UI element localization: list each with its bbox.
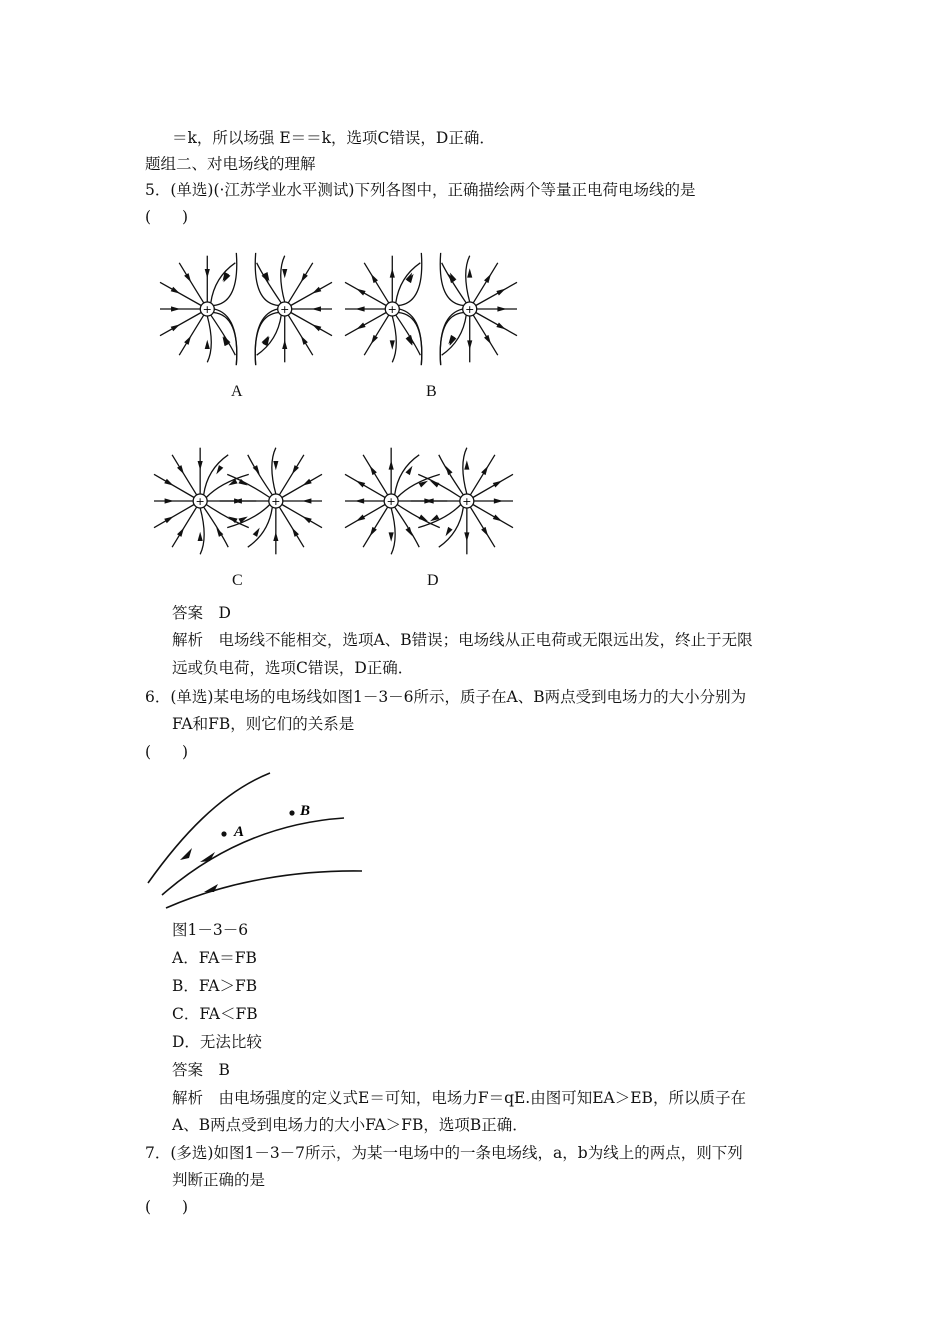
field-arrow bbox=[171, 324, 180, 331]
field-line bbox=[179, 315, 204, 355]
field-line bbox=[154, 505, 194, 528]
charge-sign: + bbox=[202, 303, 212, 316]
option-a: A．FA＝FB bbox=[172, 949, 257, 967]
field-arrow bbox=[371, 274, 378, 283]
field-line bbox=[397, 505, 440, 528]
field-arrow bbox=[177, 465, 184, 474]
field-arrow bbox=[165, 498, 174, 503]
field-line bbox=[442, 263, 467, 303]
field-arrow bbox=[493, 514, 502, 521]
diagram-b bbox=[343, 248, 519, 370]
point-b-label: B bbox=[300, 803, 311, 819]
diagram-d-label: D bbox=[427, 572, 439, 589]
field-line bbox=[473, 263, 498, 303]
charge-sign: + bbox=[271, 495, 281, 508]
field-arrow bbox=[302, 498, 311, 503]
field-line bbox=[397, 474, 440, 497]
field-line bbox=[364, 315, 389, 355]
field-arrow bbox=[370, 466, 377, 475]
field-line bbox=[418, 474, 461, 497]
field-line bbox=[288, 315, 313, 355]
field-arrow bbox=[301, 336, 308, 345]
field-arrow bbox=[356, 514, 365, 521]
figure-6-caption: 图1－3－6 bbox=[172, 921, 249, 939]
field-arrow bbox=[302, 516, 311, 523]
field-line bbox=[395, 507, 420, 547]
field-arrow bbox=[494, 498, 503, 503]
figure-6 bbox=[140, 768, 370, 918]
field-line bbox=[211, 315, 236, 355]
field-arrow bbox=[464, 460, 469, 469]
field-line bbox=[396, 263, 421, 303]
field-arrow bbox=[370, 527, 377, 536]
field-line bbox=[227, 505, 270, 528]
field-arrow bbox=[389, 460, 394, 469]
diagram-a-label: A bbox=[231, 383, 243, 400]
question-7-a: 7．(多选)如图1－3－7所示，为某一电场中的一条电场线，a，b为线上的两点，则下列 bbox=[145, 1144, 743, 1162]
section-heading: 题组二、对电场线的理解 bbox=[145, 155, 316, 173]
field-arrow bbox=[282, 269, 287, 278]
field-arrow bbox=[164, 479, 173, 486]
field-line bbox=[257, 315, 282, 355]
field-line bbox=[470, 507, 495, 547]
field-line bbox=[272, 448, 276, 494]
field-arrow bbox=[481, 527, 488, 536]
point-a-label: A bbox=[234, 824, 245, 840]
diagram-c-label: C bbox=[232, 572, 243, 589]
question-7-b: 判断正确的是 bbox=[172, 1171, 266, 1189]
question-7-paren: ( ) bbox=[145, 1198, 189, 1216]
field-line bbox=[418, 505, 461, 528]
field-line bbox=[476, 313, 517, 336]
field-arrow bbox=[312, 306, 321, 311]
field-arrow bbox=[184, 336, 191, 345]
field-arrow bbox=[356, 289, 365, 296]
field-line bbox=[396, 315, 421, 355]
question-5: 5．(单选)(·江苏学业水平测试)下列各图中，正确描绘两个等量正电荷电场线的是 bbox=[145, 181, 696, 199]
field-arrow bbox=[356, 323, 365, 330]
field-line bbox=[345, 505, 385, 528]
field-line bbox=[160, 282, 201, 305]
field-line bbox=[291, 282, 332, 305]
field-arrow bbox=[312, 324, 321, 331]
field-arrow bbox=[356, 481, 365, 488]
charge-sign: + bbox=[387, 303, 397, 316]
field-line bbox=[470, 455, 495, 495]
field-line bbox=[364, 263, 389, 303]
field-arrow bbox=[371, 335, 378, 344]
field-arrow bbox=[198, 461, 203, 470]
field-line bbox=[291, 313, 332, 336]
field-line bbox=[288, 263, 313, 303]
field-arrow bbox=[390, 340, 395, 349]
diagram-c bbox=[152, 440, 324, 562]
field-line bbox=[363, 507, 388, 547]
field-line bbox=[473, 474, 513, 497]
diagram-a bbox=[158, 248, 334, 370]
field-arrow bbox=[484, 274, 491, 283]
field-line bbox=[473, 315, 498, 355]
field-line bbox=[248, 455, 273, 495]
field-line bbox=[466, 256, 470, 302]
field-line bbox=[172, 507, 197, 547]
explanation-5-a: 解析 电场线不能相交，选项A、B错误；电场线从正电荷或无限远出发，终止于无限 bbox=[172, 631, 753, 649]
field-arrow bbox=[273, 461, 278, 470]
field-arrow bbox=[355, 498, 364, 503]
field-arrow bbox=[234, 498, 243, 503]
charge-sign: + bbox=[462, 495, 472, 508]
field-arrow bbox=[292, 465, 299, 474]
field-line bbox=[439, 455, 464, 495]
field-line bbox=[179, 263, 204, 303]
field-line bbox=[200, 508, 204, 554]
field-line bbox=[172, 455, 197, 495]
field-arrow bbox=[496, 289, 505, 296]
field-line bbox=[204, 507, 229, 547]
field-arrow bbox=[467, 268, 472, 277]
field-arrow bbox=[481, 466, 488, 475]
field-arrow bbox=[484, 335, 491, 344]
field-arrow bbox=[164, 516, 173, 523]
diagram-b-label: B bbox=[426, 383, 437, 400]
field-line bbox=[154, 474, 194, 497]
question-5-paren: ( ) bbox=[145, 208, 189, 226]
field-arrow bbox=[216, 465, 223, 474]
field-arrow bbox=[184, 273, 191, 282]
field-line bbox=[463, 448, 467, 494]
field-arrow bbox=[205, 340, 210, 349]
field-line bbox=[476, 282, 517, 305]
field-arrow bbox=[312, 287, 321, 294]
field-line bbox=[363, 455, 388, 495]
charge-sign: + bbox=[195, 495, 205, 508]
option-c: C．FA＜FB bbox=[172, 1005, 258, 1023]
field-line bbox=[279, 455, 304, 495]
field-arrow bbox=[198, 532, 203, 541]
field-line bbox=[227, 474, 270, 497]
field-arrow bbox=[390, 268, 395, 277]
field-arrow bbox=[171, 306, 180, 311]
question-6-paren: ( ) bbox=[145, 743, 189, 761]
text-line-1: ＝k，所以场强 E＝＝k，选项C错误，D正确． bbox=[172, 129, 495, 147]
field-arrow bbox=[355, 306, 364, 311]
field-arrow bbox=[405, 527, 412, 536]
field-arrow bbox=[205, 269, 210, 278]
field-line bbox=[282, 505, 322, 528]
field-arrow bbox=[446, 466, 453, 475]
field-line bbox=[257, 263, 282, 303]
field-arrow bbox=[493, 481, 502, 488]
option-b: B．FA＞FB bbox=[172, 977, 258, 995]
field-line bbox=[211, 263, 236, 303]
field-line bbox=[160, 313, 201, 336]
field-arrow bbox=[273, 532, 278, 541]
field-line bbox=[473, 505, 513, 528]
field-arrow bbox=[464, 532, 469, 541]
field-arrow bbox=[177, 528, 184, 537]
answer-5: 答案 D bbox=[172, 604, 231, 622]
field-line bbox=[282, 474, 322, 497]
field-line bbox=[206, 505, 249, 528]
field-line bbox=[391, 508, 395, 554]
field-line bbox=[279, 507, 304, 547]
option-d: D．无法比较 bbox=[172, 1033, 262, 1051]
field-line bbox=[392, 316, 396, 362]
field-arrow bbox=[253, 528, 260, 537]
explanation-5-b: 远或负电荷，选项C错误，D正确． bbox=[172, 659, 414, 677]
field-arrow bbox=[497, 306, 506, 311]
question-6-b: FA和FB，则它们的关系是 bbox=[172, 715, 355, 733]
field-line bbox=[207, 316, 211, 362]
answer-6: 答案 B bbox=[172, 1061, 230, 1079]
charge-sign: + bbox=[280, 303, 290, 316]
diagram-d bbox=[343, 440, 515, 562]
field-arrow bbox=[282, 340, 287, 349]
field-line bbox=[345, 282, 386, 305]
charge-sign: + bbox=[465, 303, 475, 316]
field-line bbox=[442, 315, 467, 355]
field-arrow bbox=[467, 340, 472, 349]
field-line bbox=[206, 474, 249, 497]
field-arrow bbox=[301, 273, 308, 282]
question-6-a: 6．(单选)某电场的电场线如图1－3－6所示，质子在A、B两点受到电场力的大小分别为 bbox=[145, 688, 747, 706]
field-arrow bbox=[302, 479, 311, 486]
field-arrow bbox=[389, 532, 394, 541]
field-arrow bbox=[496, 323, 505, 330]
field-arrow bbox=[292, 528, 299, 537]
charge-sign: + bbox=[386, 495, 396, 508]
field-line bbox=[345, 313, 386, 336]
explanation-6-b: A、B两点受到电场力的大小FA＞FB，选项B正确． bbox=[172, 1116, 528, 1134]
field-arrow bbox=[171, 287, 180, 294]
field-line bbox=[281, 256, 285, 302]
field-line bbox=[345, 474, 385, 497]
explanation-6-a: 解析 由电场强度的定义式E＝可知，电场力F＝qE.由图可知EA＞EB，所以质子在 bbox=[172, 1089, 746, 1107]
